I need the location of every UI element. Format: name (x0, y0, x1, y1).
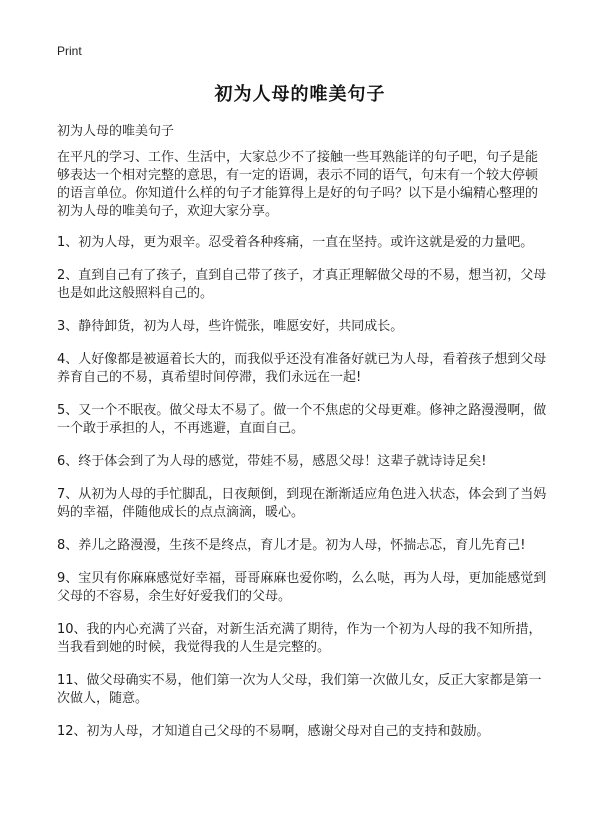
print-label: Print (57, 44, 82, 58)
list-item: 8、养儿之路漫漫，生孩不是终点，育儿才是。初为人母，怀揣忐忑，育儿先育己! (57, 538, 526, 553)
list-item: 5、又一个不眠夜。做父母太不易了。做一个不焦虑的父母更难。修神之路漫漫啊，做一个敢于承担的人，不再逃避，直面自己。 (57, 403, 547, 436)
list-item: 10、我的内心充满了兴奋，对新生活充满了期待，作为一个初为人母的我不知所措，当我看到她的时候，我觉得我的人生是完整的。 (57, 622, 542, 655)
list-item: 12、初为人母，才知道自己父母的不易啊，感谢父母对自己的支持和鼓励。 (57, 724, 490, 739)
list-item: 2、直到自己有了孩子，直到自己带了孩子，才真正理解做父母的不易，想当初，父母也是如此这般照料自己的。 (57, 268, 547, 301)
list-item: 4、人好像都是被逼着长大的，而我似乎还没有准备好就已为人母，看着孩子想到父母养育自己的不易，真希望时间停滞，我们永远在一起! (57, 352, 547, 385)
article-subtitle: 初为人母的唯美句子 (57, 124, 175, 139)
sentence-list (57, 234, 550, 756)
list-item: 9、宝贝有你麻麻感觉好幸福，哥哥麻麻也爱你哟，么么哒，再为人母，更加能感觉到父母的不容易，余生好好爱我们的父母。 (57, 571, 547, 604)
list-item: 1、初为人母，更为艰辛。忍受着各种疼痛，一直在坚持。或许这就是爱的力量吧。 (57, 235, 534, 250)
intro-paragraph: 在平凡的学习、工作、生活中，大家总少不了接触一些耳熟能详的句子吧，句子是能够表达一个相对完整的意思，有一定的语调，表示不同的语气，句末有一个较大停顿的语言单位。你知道什么样的句子才能算得上是好的句子吗？以下是小编精心整理的初为人母的唯美句子，欢迎大家分享。 (57, 150, 539, 219)
list-item: 6、终于体会到了为人母的感觉，带娃不易，感恩父母！这辈子就诗诗足矣! (57, 454, 487, 469)
list-item: 11、做父母确实不易，他们第一次为人父母，我们第一次做儿女，反正大家都是第一次做人，随意。 (57, 673, 542, 706)
list-item: 3、静待卸货，初为人母，些许慌张，唯愿安好，共同成长。 (57, 319, 404, 334)
list-item: 7、从初为人母的手忙脚乱，日夜颠倒，到现在渐渐适应角色进入状态，体会到了当妈妈的幸福，伴随他成长的点点滴滴，暖心。 (57, 487, 547, 520)
page-title: 初为人母的唯美句子 (214, 84, 386, 105)
